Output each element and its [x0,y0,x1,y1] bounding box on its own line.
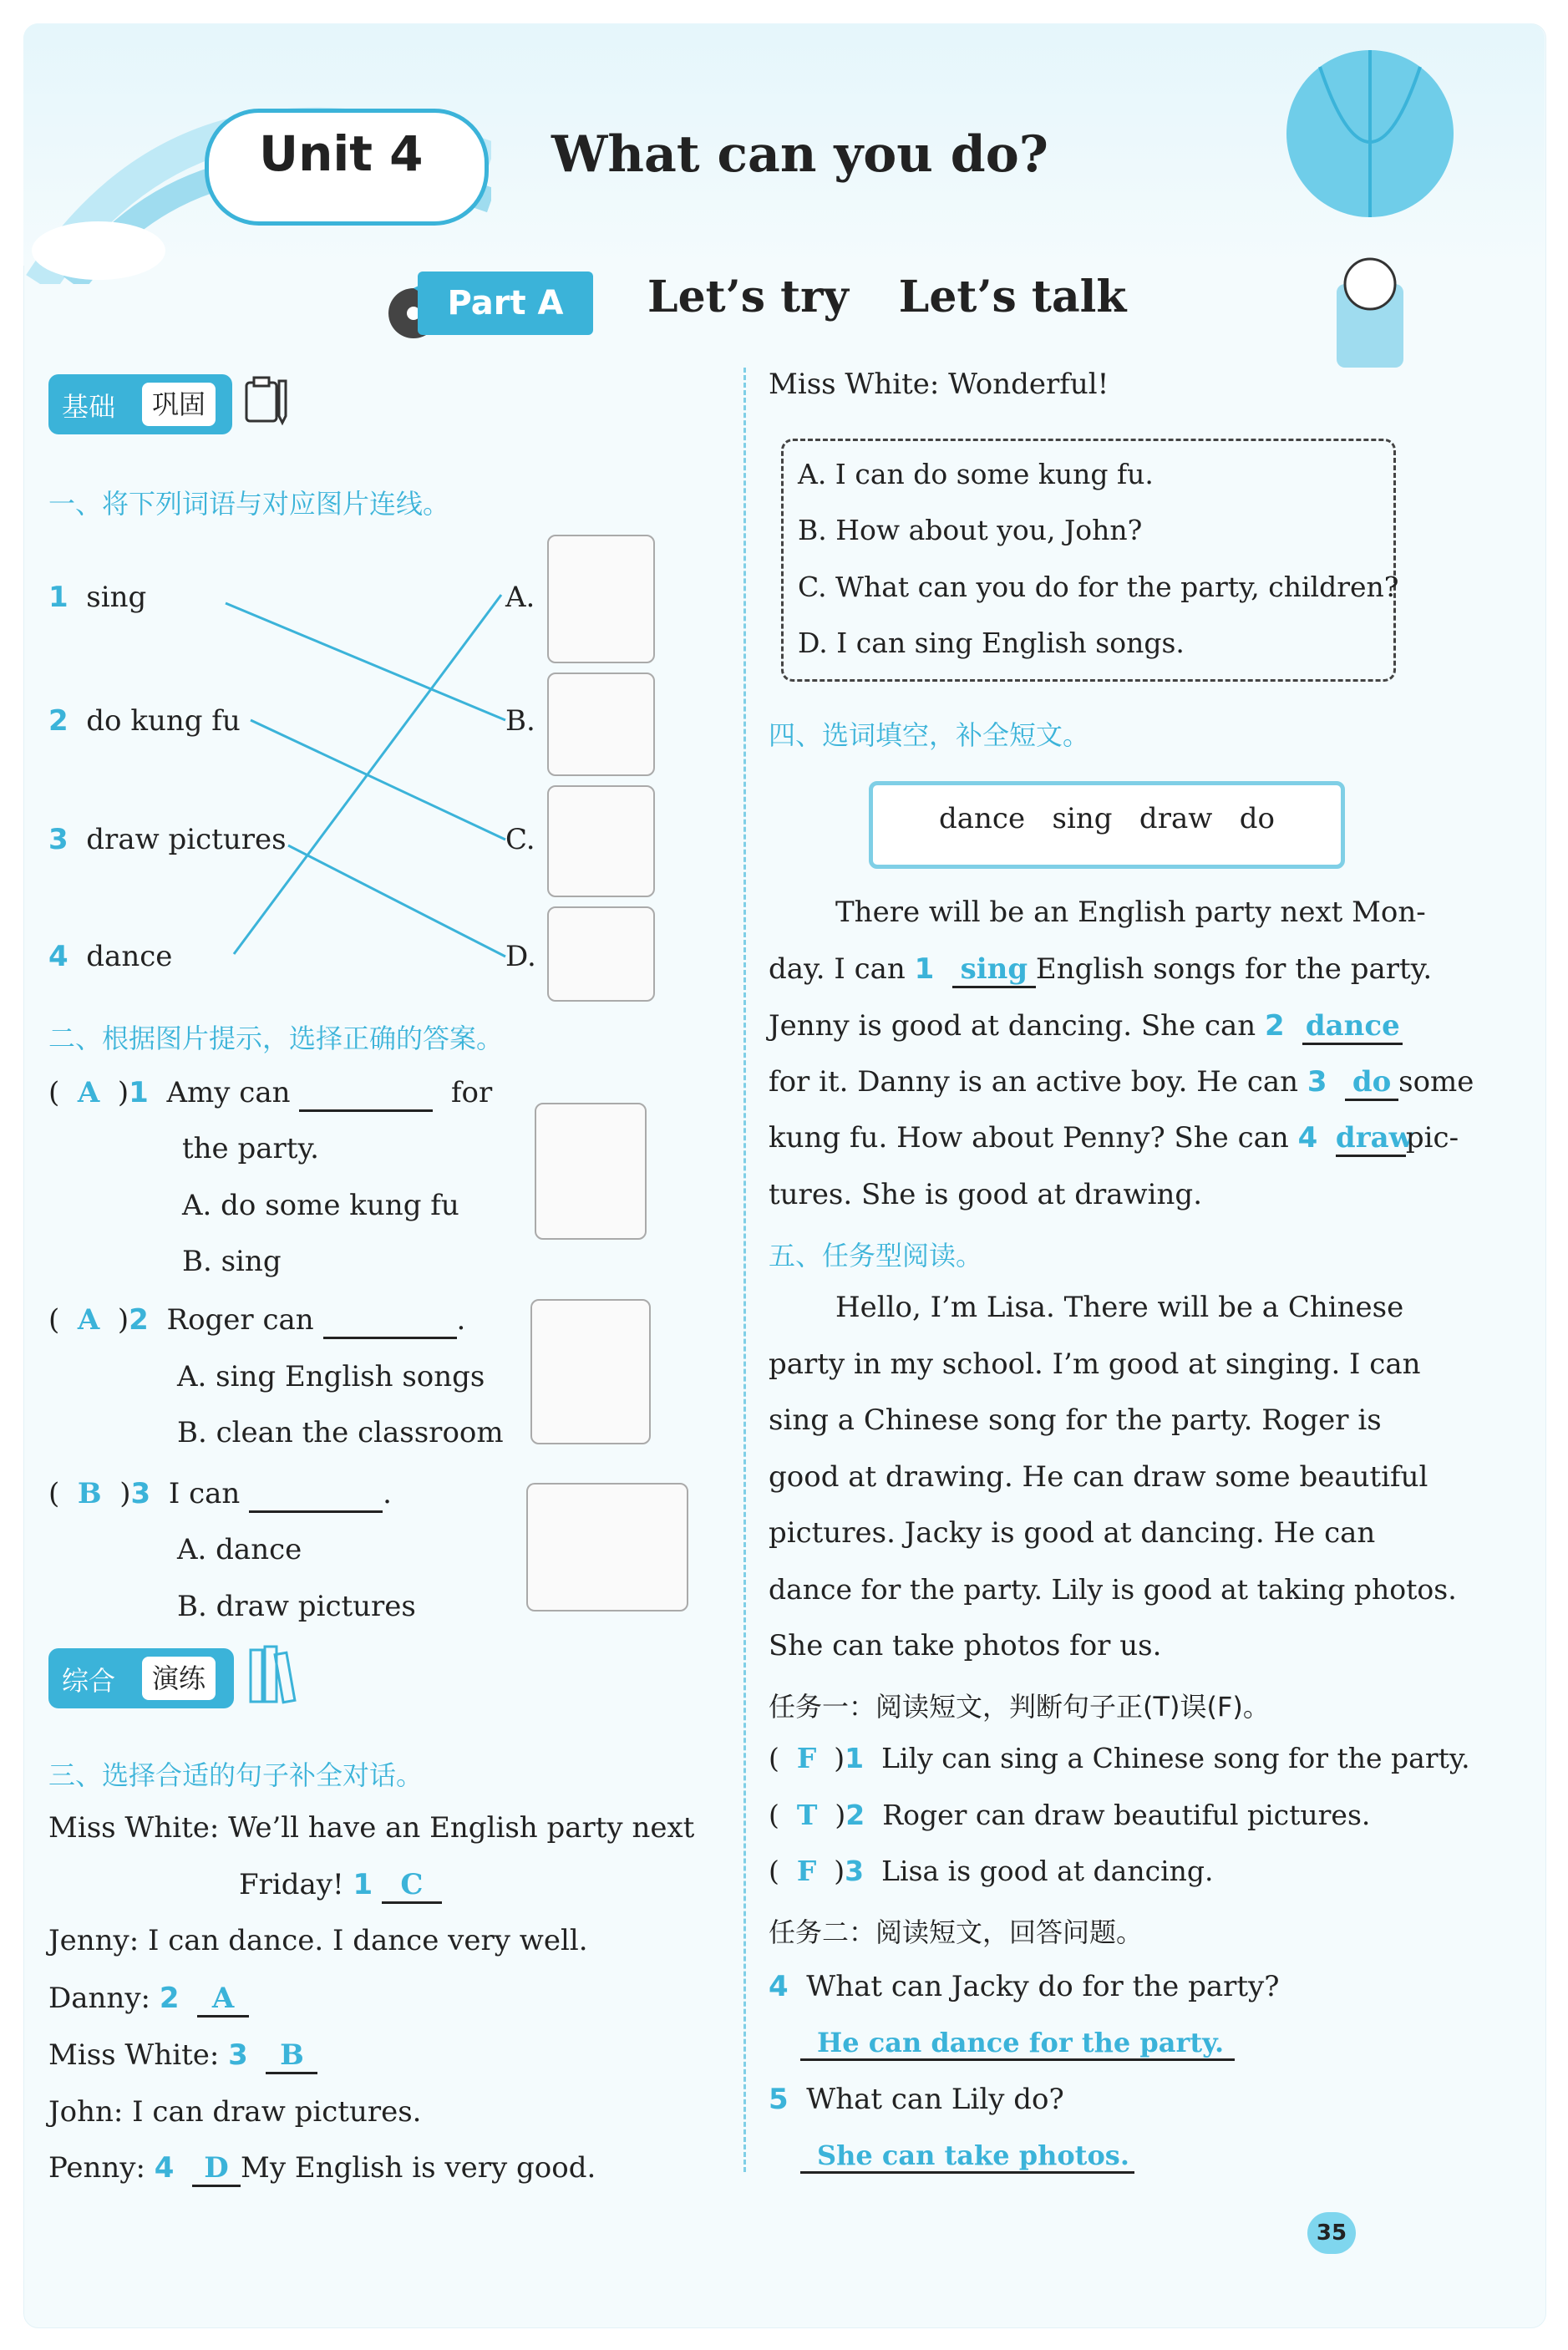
guitar-singer-illustration [530,1299,651,1444]
short-answer: She can take photos. [800,2139,1134,2174]
dialogue-option: C. What can you do for the party, children? [798,571,1399,603]
basic-badge [48,374,232,434]
passage-line: tures. She is good at drawing. [769,1178,1202,1211]
section3-title: 三、选择合适的句子补全对话。 [48,1759,424,1791]
dialogue-option: B. How about you, John? [798,514,1143,546]
passage-line: day. I can 1 sing English songs for the party. [769,952,1432,988]
singing-boy-illustration [547,673,655,776]
badge-right-text: 巩固 [142,383,216,426]
badge-left-text: 综合 [62,1665,116,1697]
match-line [234,595,501,954]
unit-label: Unit 4 [259,125,424,182]
option-b: B. sing [182,1245,282,1278]
passage-line: for it. Danny is an active boy. He can 3 do some [769,1065,1474,1101]
picture-letter-b: B. [505,704,535,738]
dialogue-line: Danny: 2 A [48,1982,249,2018]
choice-question: ( A )2 Roger can . [48,1303,465,1339]
books-icon [246,1642,305,1708]
kung-fu-girl-illustration [535,1103,647,1240]
option-a: A. dance [177,1533,302,1566]
short-answer: He can dance for the party. [800,2026,1235,2061]
tf-question: ( T )2 Roger can draw beautiful pictures. [769,1799,1371,1831]
column-divider [743,368,746,2172]
short-answer-question: 5 What can Lily do? [769,2083,1064,2116]
section4-title: 四、选词填空，补全短文。 [769,719,1090,751]
match-line [251,720,505,840]
tf-question: ( F )1 Lily can sing a Chinese song for the party. [769,1742,1470,1774]
tf-question: ( F )3 Lisa is good at dancing. [769,1855,1214,1887]
option-a: A. sing English songs [177,1360,485,1393]
word-bank: dance sing draw do [939,802,1275,835]
part-a-label: Part A [418,272,593,335]
page-number: 35 [1307,2212,1356,2254]
badge-right-text: 演练 [142,1657,216,1700]
picture-letter-a: A. [505,581,535,614]
section1-title: 一、将下列词语与对应图片连线。 [48,488,450,520]
kung-fu-boy-illustration [547,785,655,897]
option-b: B. draw pictures [177,1590,416,1623]
passage-line: There will be an English party next Mon- [835,896,1426,929]
match-item: 4 dance [48,940,173,973]
section5-title: 五、任务型阅读。 [769,1240,983,1271]
passage-line: kung fu. How about Penny? She can 4 drawpic- [769,1121,1459,1157]
passage-line: pictures. Jacky is good at dancing. He can [769,1516,1376,1550]
match-item: 3 draw pictures [48,823,287,856]
dialogue-line: Penny: 4 D My English is very good. [48,2151,596,2187]
matching-lines [217,585,518,969]
dialogue-option: A. I can do some kung fu. [798,458,1154,490]
dialogue-line: Miss White: We’ll have an English party next [48,1811,695,1845]
picture-letter-d: D. [505,940,536,973]
task2-instruction: 任务二：阅读短文，回答问题。 [769,1916,1144,1948]
picture-letter-c: C. [505,823,535,856]
dialogue-option: D. I can sing English songs. [798,627,1185,659]
lets-talk-label: Let’s talk [898,272,1127,322]
passage-line: sing a Chinese song for the party. Roger is [769,1403,1382,1437]
clipboard-pencil-icon [242,374,301,433]
match-item: 2 do kung fu [48,704,241,738]
passage-line: good at drawing. He can draw some beautiful [769,1460,1428,1494]
dialogue-line: Miss White: 3 B [48,2038,317,2074]
lets-try-label: Let’s try [647,272,849,322]
badge-left-text: 基础 [62,391,116,423]
dialogue-line: Miss White: Wonderful! [769,368,1109,401]
task1-instruction: 任务一：阅读短文，判断句子正(T)误(F)。 [769,1691,1270,1723]
choice-question: ( A )1 Amy can for [48,1076,492,1112]
passage-line: party in my school. I’m good at singing. I can [769,1348,1421,1381]
dialogue-line: Jenny: I can dance. I dance very well. [48,1924,588,1957]
dialogue-line: John: I can draw pictures. [48,2095,422,2129]
painting-girl-illustration [547,906,655,1002]
dialogue-line: Friday! 1 C [239,1868,442,1904]
ballet-girl-illustration [547,535,655,663]
section2-title: 二、根据图片提示，选择正确的答案。 [48,1023,504,1054]
hot-air-balloon-illustration [1286,33,1454,384]
match-item: 1 sing [48,581,147,614]
passage-line: Hello, I’m Lisa. There will be a Chinese [835,1291,1404,1324]
choice-question: ( B )3 I can . [48,1477,392,1513]
lesson-title [647,272,1126,322]
match-line [226,603,505,720]
option-b: B. clean the classroom [177,1416,504,1449]
option-a: A. do some kung fu [182,1189,459,1222]
passage-line: She can take photos for us. [769,1629,1162,1662]
match-line [288,845,505,957]
short-answer-question: 4 What can Jacky do for the party? [769,1970,1280,2003]
page-title: What can you do? [551,125,1048,184]
comprehensive-badge [48,1648,234,1708]
painter-boy-illustration [526,1483,688,1612]
passage-line: Jenny is good at dancing. She can 2 dance [769,1009,1403,1045]
passage-line: dance for the party. Lily is good at taking photos. [769,1573,1457,1606]
question-continuation: the party. [182,1132,319,1165]
